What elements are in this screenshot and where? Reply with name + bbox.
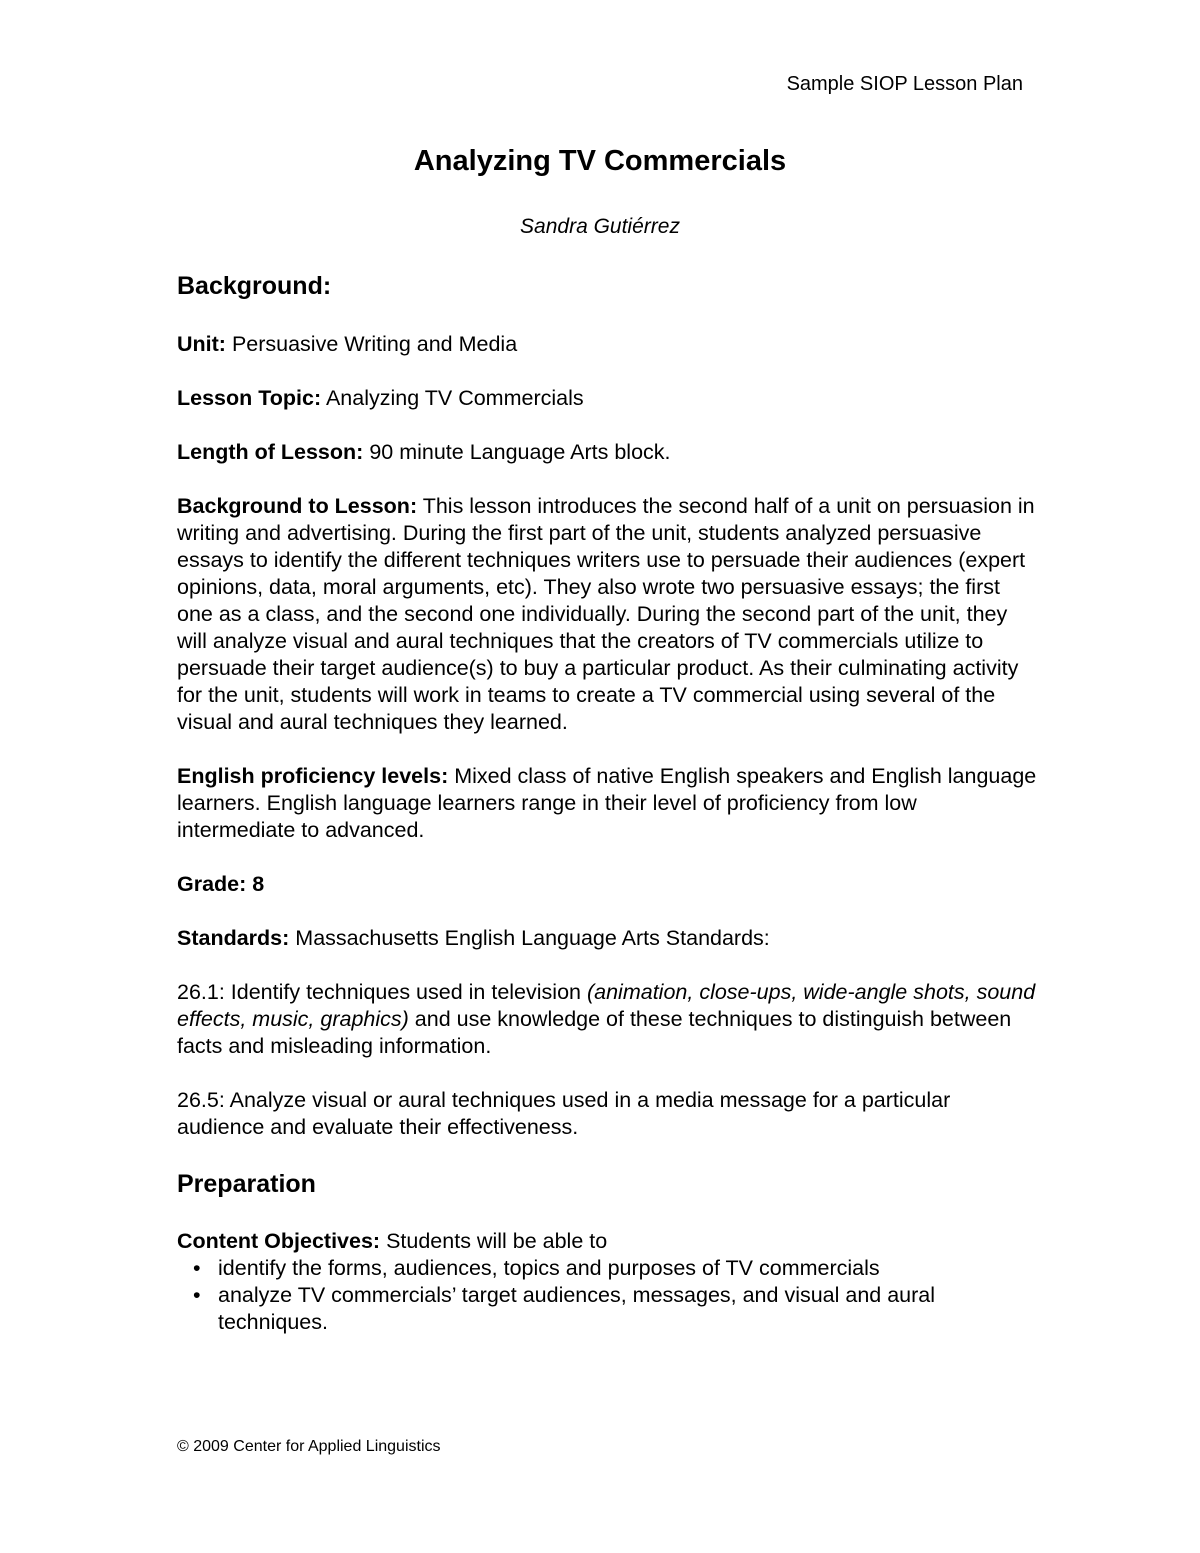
author-name: Sandra Gutiérrez [520, 215, 680, 238]
english-levels-label: English proficiency levels: [177, 764, 449, 788]
content-objectives-line [177, 1228, 1037, 1255]
unit-label: Unit: [177, 332, 226, 356]
background-paragraph [177, 493, 1037, 736]
content-objectives-value: Students will be able to [386, 1229, 608, 1253]
grade-text: Grade: 8 [177, 872, 265, 896]
running-header: Sample SIOP Lesson Plan [786, 73, 1023, 95]
bullet-icon: • [193, 1256, 201, 1280]
topic-paragraph [177, 385, 1037, 412]
length-label: Length of Lesson: [177, 440, 364, 464]
unit-paragraph [177, 331, 1037, 358]
content-objectives-label: Content Objectives: [177, 1229, 381, 1253]
list-item [177, 1255, 1037, 1282]
preparation-heading: Preparation [177, 1170, 316, 1198]
english-levels-paragraph [177, 763, 1037, 844]
bullet-icon: • [193, 1283, 201, 1307]
standards-paragraph [177, 925, 1037, 952]
english-levels-value: Mixed class of native English speakers and English language learners. English language learners range in their level of proficiency from low intermediate to advanced. [177, 764, 1037, 842]
length-value: 90 minute Language Arts block. [369, 440, 671, 464]
objective-text: analyze TV commercials’ target audiences, messages, and visual and aural techniques. [218, 1283, 936, 1334]
topic-value: Analyzing TV Commercials [325, 386, 584, 410]
standard-26-1-suffix: and use knowledge of these techniques to distinguish between facts and misleading information. [177, 1007, 1012, 1058]
standards-label: Standards: [177, 926, 290, 950]
document-title: Analyzing TV Commercials [413, 145, 787, 177]
length-paragraph [177, 439, 1037, 466]
standard-26-1 [177, 979, 1037, 1060]
topic-label: Lesson Topic: [177, 386, 322, 410]
list-item [177, 1282, 1037, 1336]
background-label: Background to Lesson: [177, 494, 418, 518]
copyright-footer: © 2009 Center for Applied Linguistics [177, 1438, 441, 1455]
standard-26-1-prefix: 26.1: Identify techniques used in television [177, 980, 581, 1004]
standard-26-5: 26.5: Analyze visual or aural techniques used in a media message for a particular audience and evaluate their effectiveness. [177, 1088, 951, 1139]
grade-paragraph [177, 871, 1037, 898]
document-body [177, 270, 1037, 1336]
standard-26-1-techniques: (animation, close-ups, wide-angle shots, sound effects, music, graphics) [177, 980, 1036, 1031]
background-value: This lesson introduces the second half of a unit on persuasion in writing and advertising. During the first part of the unit, students analyzed persuasive essays to identify the different techniques writers use to persuade their audiences (expert opinions, data, moral arguments, etc). They also wrote two persuasive essays; the first one as a class, and the second one individually. During the second part of the unit, they will analyze visual and aural techniques that the creators of TV commercials utilize to persuade their target audience(s) to buy a particular product. As their culminating activity for the unit, students will work in teams to create a TV commercial using several of the visual and aural techniques they learned. [177, 494, 1035, 734]
objectives-list [177, 1255, 1037, 1336]
background-heading: Background: [177, 272, 332, 300]
standards-value: Massachusetts English Language Arts Standards: [295, 926, 770, 950]
unit-value: Persuasive Writing and Media [231, 332, 518, 356]
objective-text: identify the forms, audiences, topics and purposes of TV commercials [218, 1256, 880, 1280]
